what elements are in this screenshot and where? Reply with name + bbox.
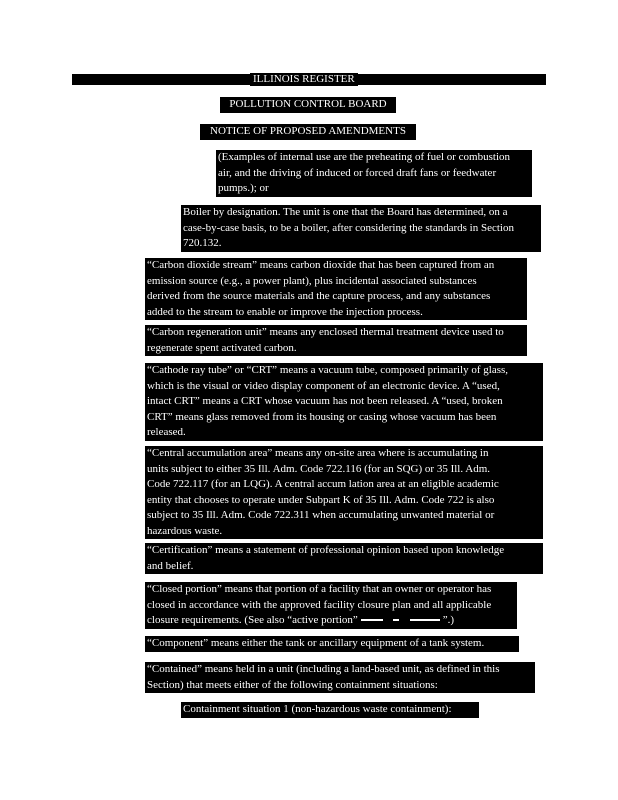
redacted-mark — [410, 619, 440, 621]
text-line: “Cathode ray tube” or “CRT” means a vacuum tube, composed primarily of glass, — [147, 364, 509, 376]
register-title: ILLINOIS REGISTER — [250, 73, 358, 86]
text-line: air, and the driving of induced or forced draft fans or feedwater — [218, 166, 497, 179]
boiler-paragraph — [181, 205, 541, 252]
text-line: closed in accordance with the approved facility closure plan and all applicable — [147, 598, 492, 611]
text-line: intact CRT” means a CRT whose vacuum has not been released. A “used, broken — [147, 395, 503, 407]
certification-definition — [145, 543, 543, 574]
text-line: entity that chooses to operate under Subpart K of 35 Ill. Adm. Code 722 is also — [147, 493, 495, 506]
text-line: “Carbon dioxide stream” means carbon dioxide that has been captured from an — [147, 259, 495, 271]
crt-definition — [145, 363, 543, 441]
text-line: units subject to either 35 Ill. Adm. Code 722.116 (for an SQG) or 35 Ill. Adm. — [147, 462, 490, 475]
text-line: “Component” means either the tank or ancillary equipment of a tank system. — [147, 637, 485, 649]
text-line: added to the stream to enable or improve the injection process. — [147, 305, 423, 318]
central-accumulation-definition — [145, 446, 543, 539]
component-definition — [145, 636, 519, 652]
text-line: CRT” means glass removed from its housing or casing whose vacuum has been — [147, 410, 497, 423]
text-line: Containment situation 1 (non-hazardous waste containment): — [183, 703, 452, 715]
text-line: subject to 35 Ill. Adm. Code 722.311 when accumulating unwanted material or — [147, 509, 495, 521]
text-line: Code 722.117 (for an LQG). A central accum lation area at an eligible academic — [147, 478, 499, 490]
text-line: emission source (e.g., a power plant), plus incidental associated substances — [147, 274, 477, 287]
text-line: 720.132. — [183, 237, 222, 249]
notice-title: NOTICE OF PROPOSED AMENDMENTS — [200, 124, 416, 140]
text-line: which is the visual or video display component of an electronic device. A “used, — [147, 379, 500, 392]
examples-paragraph — [216, 150, 532, 197]
text-line: “Carbon regeneration unit” means any enclosed thermal treatment device used to — [147, 326, 504, 338]
text-line: pumps.); or — [218, 182, 269, 194]
text-line: “Contained” means held in a unit (including a land-based unit, as defined in this — [147, 663, 500, 675]
text-line: hazardous waste. — [147, 524, 223, 537]
text-line: “Central accumulation area” means any on-site area where is accumulating in — [147, 447, 489, 459]
text-line: “Closed portion” means that portion of a facility that an owner or operator has — [147, 583, 492, 595]
text-line: Section) that meets either of the following containment situations: — [147, 678, 438, 691]
text-line: “Certification” means a statement of professional opinion based upon knowledge — [147, 544, 505, 556]
text-line: and belief. — [147, 559, 194, 572]
regeneration-definition — [145, 325, 527, 356]
text-line: released. — [147, 426, 186, 438]
redacted-mark — [393, 619, 399, 621]
text-line: derived from the source materials and the capture process, and any substances — [147, 290, 491, 302]
header-rule — [74, 84, 110, 85]
text-line: Boiler by designation. The unit is one that the Board has determined, on a — [183, 206, 508, 218]
text-line: regenerate spent activated carbon. — [147, 341, 297, 354]
text-fragment: closure requirements. (See also “active portion” — [147, 614, 358, 626]
text-line: case-by-case basis, to be a boiler, after considering the standards in Section — [183, 221, 514, 234]
containment-situation-1 — [181, 702, 479, 718]
closed-portion-definition — [145, 582, 517, 629]
redacted-mark — [361, 619, 383, 621]
text-line — [147, 613, 515, 629]
text-line: (Examples of internal use are the preheating of fuel or combustion — [218, 151, 511, 163]
contained-definition — [145, 662, 535, 693]
text-fragment: ”.) — [442, 614, 455, 626]
board-name: POLLUTION CONTROL BOARD — [220, 97, 396, 113]
co2-definition — [145, 258, 527, 320]
